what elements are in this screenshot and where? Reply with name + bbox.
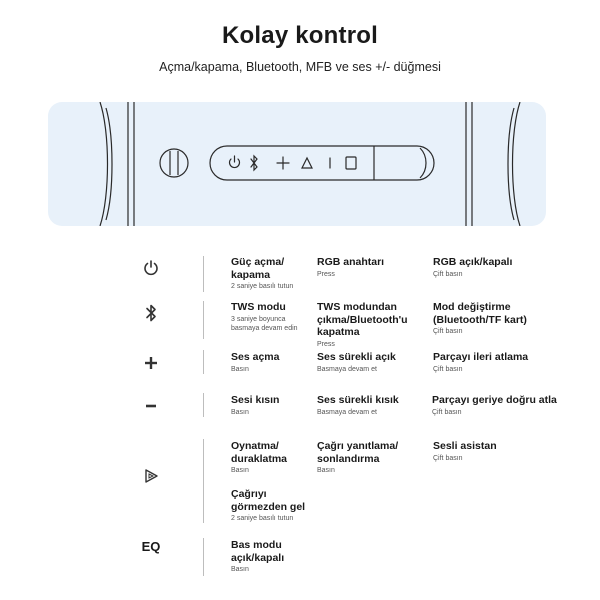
- row-1-cell-2: [317, 256, 425, 279]
- plus-icon: [136, 352, 166, 374]
- row-4-cell-3: [432, 394, 598, 417]
- minus-icon: [136, 395, 166, 417]
- action-label: Güç açma/ kapama: [231, 256, 285, 281]
- action-label: Ses açma: [231, 351, 280, 363]
- page-subtitle: Açma/kapama, Bluetooth, MFB ve ses +/- düğmesi: [159, 60, 441, 74]
- row-5-cell-1: [231, 440, 311, 475]
- action-label: Sesli asistan: [433, 440, 497, 452]
- action-hint: Press: [317, 340, 335, 348]
- play-icon: [136, 465, 166, 487]
- action-hint: Çift basın: [433, 454, 463, 462]
- speaker-illustration: [48, 102, 546, 226]
- action-label: Mod değiştirme (Bluetooth/TF kart): [433, 301, 527, 326]
- row-5-cell-4: [231, 488, 313, 523]
- action-hint: Çift basın: [433, 270, 463, 278]
- action-hint: Çift basın: [433, 365, 463, 373]
- action-label: Oynatma/ duraklatma: [231, 440, 288, 465]
- action-hint: 2 saniye basılı tutun: [231, 283, 294, 290]
- action-hint: Basmaya devam et: [317, 408, 377, 416]
- action-hint: 2 saniye basılı tutun: [231, 515, 294, 522]
- action-label: Parçayı geriye doğru atla: [432, 394, 557, 406]
- action-label: Çağrı yanıtlama/ sonlandırma: [317, 440, 399, 465]
- row-3-cell-3: [433, 351, 598, 374]
- action-hint: Basın: [231, 408, 249, 416]
- eq-icon-label: EQ: [141, 539, 161, 554]
- row-1-cell-3: [433, 256, 598, 279]
- action-hint: Press: [317, 270, 335, 278]
- row-2-cell-3: [433, 301, 543, 336]
- speaker-line-drawing: [48, 102, 546, 226]
- row-3-cell-1: [231, 351, 311, 374]
- row-divider: [203, 301, 204, 339]
- action-hint: Çift basın: [432, 408, 462, 416]
- row-divider: [203, 350, 204, 374]
- action-hint: Basmaya devam et: [317, 365, 377, 373]
- action-hint: Basın: [317, 467, 335, 474]
- action-label: Çağrıyı görmezden gel: [231, 488, 306, 513]
- action-label: RGB açık/kapalı: [433, 256, 513, 268]
- action-hint: Basın: [231, 365, 249, 373]
- action-label: Parçayı ileri atlama: [433, 351, 529, 363]
- action-label: TWS modu: [231, 301, 286, 313]
- row-2-cell-2: [317, 301, 425, 349]
- action-label: TWS modundan çıkma/Bluetooth'u kapatma: [317, 301, 408, 338]
- action-hint: 3 saniye boyunca basmaya devam edin: [231, 315, 298, 332]
- bluetooth-icon: [136, 302, 166, 324]
- row-divider: [203, 393, 204, 417]
- row-4-cell-2: [317, 394, 425, 417]
- action-hint: Çift basın: [433, 328, 463, 335]
- action-label: Bas modu açık/kapalı: [231, 539, 285, 564]
- row-divider: [203, 538, 204, 576]
- row-divider: [203, 439, 204, 523]
- row-3-cell-2: [317, 351, 425, 374]
- row-5-cell-3: [433, 440, 598, 463]
- row-divider: [203, 256, 204, 292]
- row-6-cell-1: [231, 539, 311, 574]
- page-title: Kolay kontrol: [222, 22, 378, 49]
- row-4-cell-1: [231, 394, 311, 417]
- row-5-cell-2: [317, 440, 425, 475]
- action-label: Ses sürekli açık: [317, 351, 396, 363]
- action-hint: Basın: [231, 566, 249, 573]
- action-label: RGB anahtarı: [317, 256, 385, 268]
- row-2-cell-1: [231, 301, 311, 333]
- action-label: Sesi kısın: [231, 394, 280, 406]
- action-hint: Basın: [231, 467, 249, 474]
- row-1-cell-1: [231, 256, 311, 291]
- action-label: Ses sürekli kısık: [317, 394, 399, 406]
- power-icon: [136, 257, 166, 279]
